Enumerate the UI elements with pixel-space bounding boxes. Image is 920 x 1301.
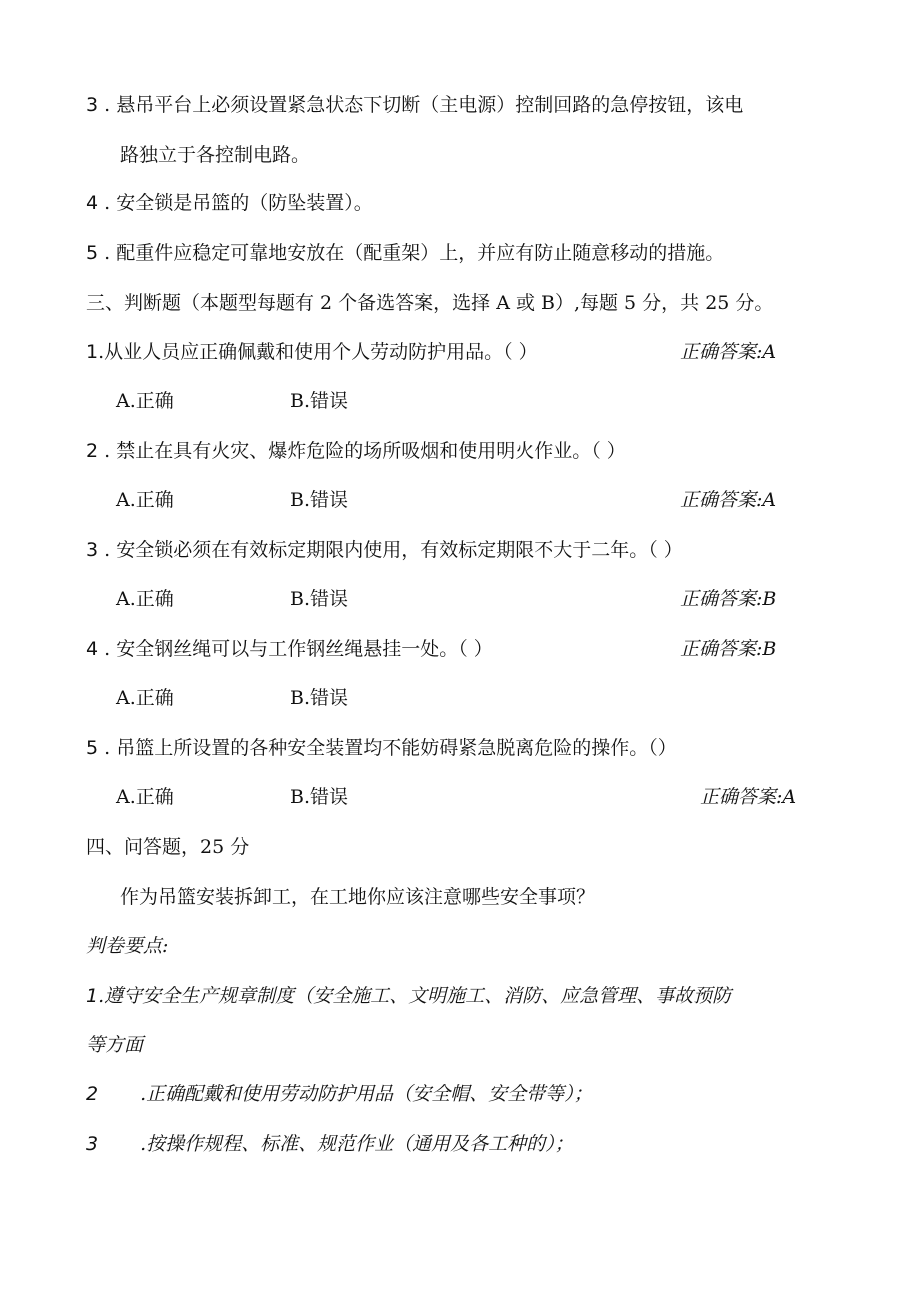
tf-option-b: B.错误 [290,390,349,412]
question-sep: . [98,638,111,660]
question-text: 禁止在具有火灾、爆炸危险的场所吸烟和使用明火作业。（ ） [116,440,626,462]
tf-answer-4: 正确答案:B [680,638,777,660]
question-number: 4 [86,638,99,660]
fill-item-3 [86,92,743,118]
fill-item-3-cont [120,142,310,168]
tf-question-1 [86,339,538,365]
point-sep: . [140,1133,147,1155]
question-number: 1 [86,341,99,363]
item-number: 4 [86,192,99,214]
grading-key-heading: 判卷要点: [86,935,169,957]
question-number: 2 [86,440,99,462]
item-text: 路独立于各控制电路。 [120,144,311,166]
fill-item-5 [86,240,724,266]
tf-option-b: B.错误 [290,687,349,709]
tf-answer-1: 正确答案:A [680,341,777,363]
tf-option-a: A.正确 [116,390,174,412]
tf-option-a: A.正确 [116,687,174,709]
point-sep: . [140,1083,147,1105]
tf-option-b: B.错误 [290,588,349,610]
tf-question-5 [86,735,677,761]
question-sep: . [98,737,111,759]
item-text: 悬吊平台上必须设置紧急状态下切断（主电源）控制回路的急停按钮，该电 [116,94,744,116]
item-sep: . [98,242,111,264]
tf-option-a: A.正确 [116,489,174,511]
grading-point-3 [86,1131,574,1157]
tf-question-4 [86,636,493,662]
point-text: 按操作规程、标准、规范作业（通用及各工种的）； [146,1133,574,1155]
grading-point-1-cont: 等方面 [86,1034,144,1056]
tf-option-b: B.错误 [290,786,349,808]
question-number: 5 [86,737,99,759]
item-sep: . [98,94,111,116]
item-number: 5 [86,242,99,264]
tf-answer-3: 正确答案:B [680,588,777,610]
tf-question-2 [86,438,626,464]
question-sep: . [98,539,111,561]
question-text: 安全锁必须在有效标定期限内使用，有效标定期限不大于二年。（ ） [116,539,683,561]
item-text: 安全锁是吊篮的（防坠装置）。 [116,192,373,214]
item-text: 配重件应稳定可靠地安放在（配重架）上，并应有防止随意移动的措施。 [116,242,725,264]
tf-option-b: B.错误 [290,489,349,511]
item-number: 3 [86,94,99,116]
question-sep: . [98,341,105,363]
grading-point-2 [86,1081,593,1107]
question-text: 安全钢丝绳可以与工作钢丝绳悬挂一处。（ ） [116,638,493,660]
tf-option-a: A.正确 [116,786,174,808]
point-number: 2 [86,1083,99,1105]
question-text: 吊篮上所设置的各种安全装置均不能妨碍紧急脱离危险的操作。（） [116,737,677,759]
point-text: 遵守安全生产规章制度（安全施工、文明施工、消防、应急管理、事故预防 [104,985,732,1007]
fill-item-4 [86,190,373,216]
item-sep: . [98,192,111,214]
tf-answer-2: 正确答案:A [680,489,777,511]
point-number: 3 [86,1133,99,1155]
tf-question-3 [86,537,683,563]
section-heading-true-false: 三、判断题（本题型每题有 2 个备选答案，选择 A 或 B）,每题 5 分，共 25 分。 [86,292,774,314]
qa-question: 作为吊篮安装拆卸工，在工地你应该注意哪些安全事项？ [120,886,596,908]
tf-option-a: A.正确 [116,588,174,610]
question-sep: . [98,440,111,462]
point-text: 正确配戴和使用劳动防护用品（安全帽、安全带等）； [146,1083,593,1105]
tf-answer-5: 正确答案:A [700,786,797,808]
section-heading-qa: 四、问答题，25 分 [86,836,250,858]
point-number: 1 [86,985,99,1007]
point-sep: . [98,985,105,1007]
question-text: 从业人员应正确佩戴和使用个人劳动防护用品。（ ） [104,341,538,363]
grading-point-1 [86,983,731,1009]
question-number: 3 [86,539,99,561]
